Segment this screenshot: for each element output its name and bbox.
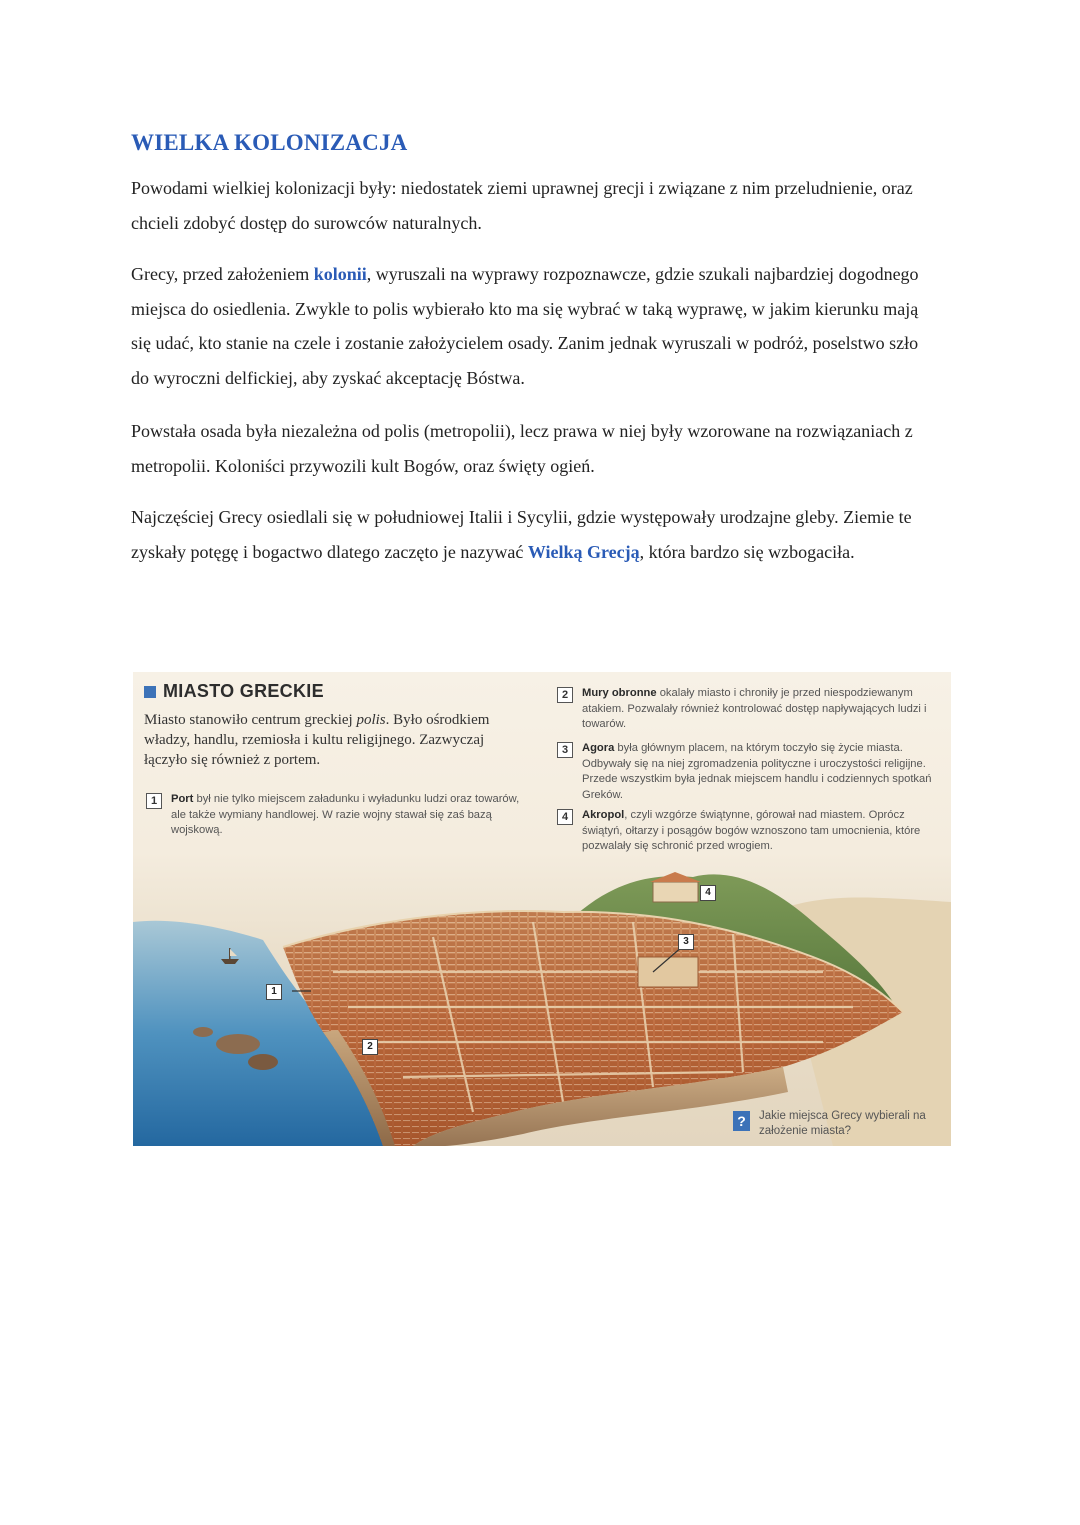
legend-item-agora xyxy=(557,741,942,803)
question-text: Jakie miejsca Grecy wybierali na założenie miasta? xyxy=(759,1110,926,1137)
legend-description: była głównym placem, na którym toczyło się życie miasta. Odbywały się na niej zgromadzenia polityczne i uroczystości religijne. Przede wszystkim była jednak miejscem handlu i codziennych spotkań Greków. xyxy=(582,742,932,801)
legend-term: Akropol xyxy=(582,809,625,821)
question-icon: ? xyxy=(733,1111,750,1131)
legend-description: był nie tylko miejscem załadunku i wyładunku ludzi oraz towarów, ale także wymiany handlowej. W razie wojny stawał się zaś bazą wojskową. xyxy=(171,793,520,836)
intro-text: . Było ośrodkiem władzy, handlu, rzemiosła i kultu religijnego. Zazwyczaj łączyło się również z portem. xyxy=(144,712,490,768)
paragraph-text: Grecy, przed założeniem xyxy=(131,264,314,284)
term-kolonii: kolonii xyxy=(313,264,367,284)
legend-description: , czyli wzgórze świątynne, górował nad miastem. Oprócz świątyń, ołtarzy i posągów bogów wznoszono tam umocnienia, które pozwalały się schronić przed wrogiem. xyxy=(582,809,921,852)
legend-item-walls xyxy=(557,686,942,733)
legend-term: Mury obronne xyxy=(582,687,657,699)
legend-term: Agora xyxy=(582,742,615,754)
figure-title-text: MIASTO GRECKIE xyxy=(163,681,324,701)
paragraph-magna-graecia xyxy=(131,500,931,569)
page-title: WIELKA KOLONIZACJA xyxy=(131,130,408,155)
paragraph-expeditions xyxy=(131,257,931,395)
legend-description: okalały miasto i chroniły je przed niespodziewanym atakiem. Pozwalały również kontrolować dostęp napływających ludzi i towarów. xyxy=(582,687,927,730)
legend-item-port xyxy=(146,792,526,839)
paragraph-text: Najczęściej Grecy osiedlali się w południowej Italii i Sycylii, gdzie występowały urodzajne gleby. Ziemie te zyskały potęgę i bogactwo dlatego zaczęto je nazywać xyxy=(131,507,912,562)
figure-intro xyxy=(144,710,524,770)
figure-question xyxy=(733,1109,939,1138)
greek-city-figure xyxy=(133,672,951,1146)
map-marker-port: 1 xyxy=(266,984,282,1000)
legend-number: 2 xyxy=(557,687,573,703)
legend-text xyxy=(171,792,526,839)
paragraph-text: , wyruszali na wyprawy rozpoznawcze, gdzie szukali najbardziej dogodnego miejsca do osiedlenia. Zwykle to polis wybierało kto ma się wybrać w taką wyprawę, w jakim kierunku mają się udać, kto stanie na czele i zostanie założycielem osady. Zanim jednak wyruszali w podróż, poselstwo szło do wyroczni delfickiej, aby zyskać akceptację Bóstwa. xyxy=(131,264,919,388)
intro-term-polis: polis xyxy=(356,712,386,728)
legend-number: 4 xyxy=(557,809,573,825)
figure-title xyxy=(144,681,324,702)
legend-number: 1 xyxy=(146,793,162,809)
legend-text xyxy=(582,686,942,733)
map-marker-walls: 2 xyxy=(362,1039,378,1055)
legend-number: 3 xyxy=(557,742,573,758)
term-wielka-grecja: Wielką Grecją xyxy=(527,541,640,562)
title-square-icon xyxy=(144,686,156,698)
legend-term: Port xyxy=(171,793,194,805)
paragraph-text: , która bardzo się wzbogaciła. xyxy=(639,541,855,562)
legend-item-acropolis xyxy=(557,808,942,855)
paragraph-causes: Powodami wielkiej kolonizacji były: niedostatek ziemi uprawnej grecji i związane z nim przeludnienie, oraz chcieli zdobyć dostęp do surowców naturalnych. xyxy=(131,178,913,233)
intro-text: Miasto stanowiło centrum greckiej xyxy=(144,712,357,728)
map-marker-agora: 3 xyxy=(678,934,694,950)
legend-text xyxy=(582,808,942,855)
map-marker-acropolis: 4 xyxy=(700,885,716,901)
paragraph-settlement: Powstała osada była niezależna od polis (metropolii), lecz prawa w niej były wzorowane na rozwiązaniach z metropolii. Koloniści przywozili kult Bogów, oraz święty ogień. xyxy=(131,421,913,476)
legend-text xyxy=(582,741,942,803)
